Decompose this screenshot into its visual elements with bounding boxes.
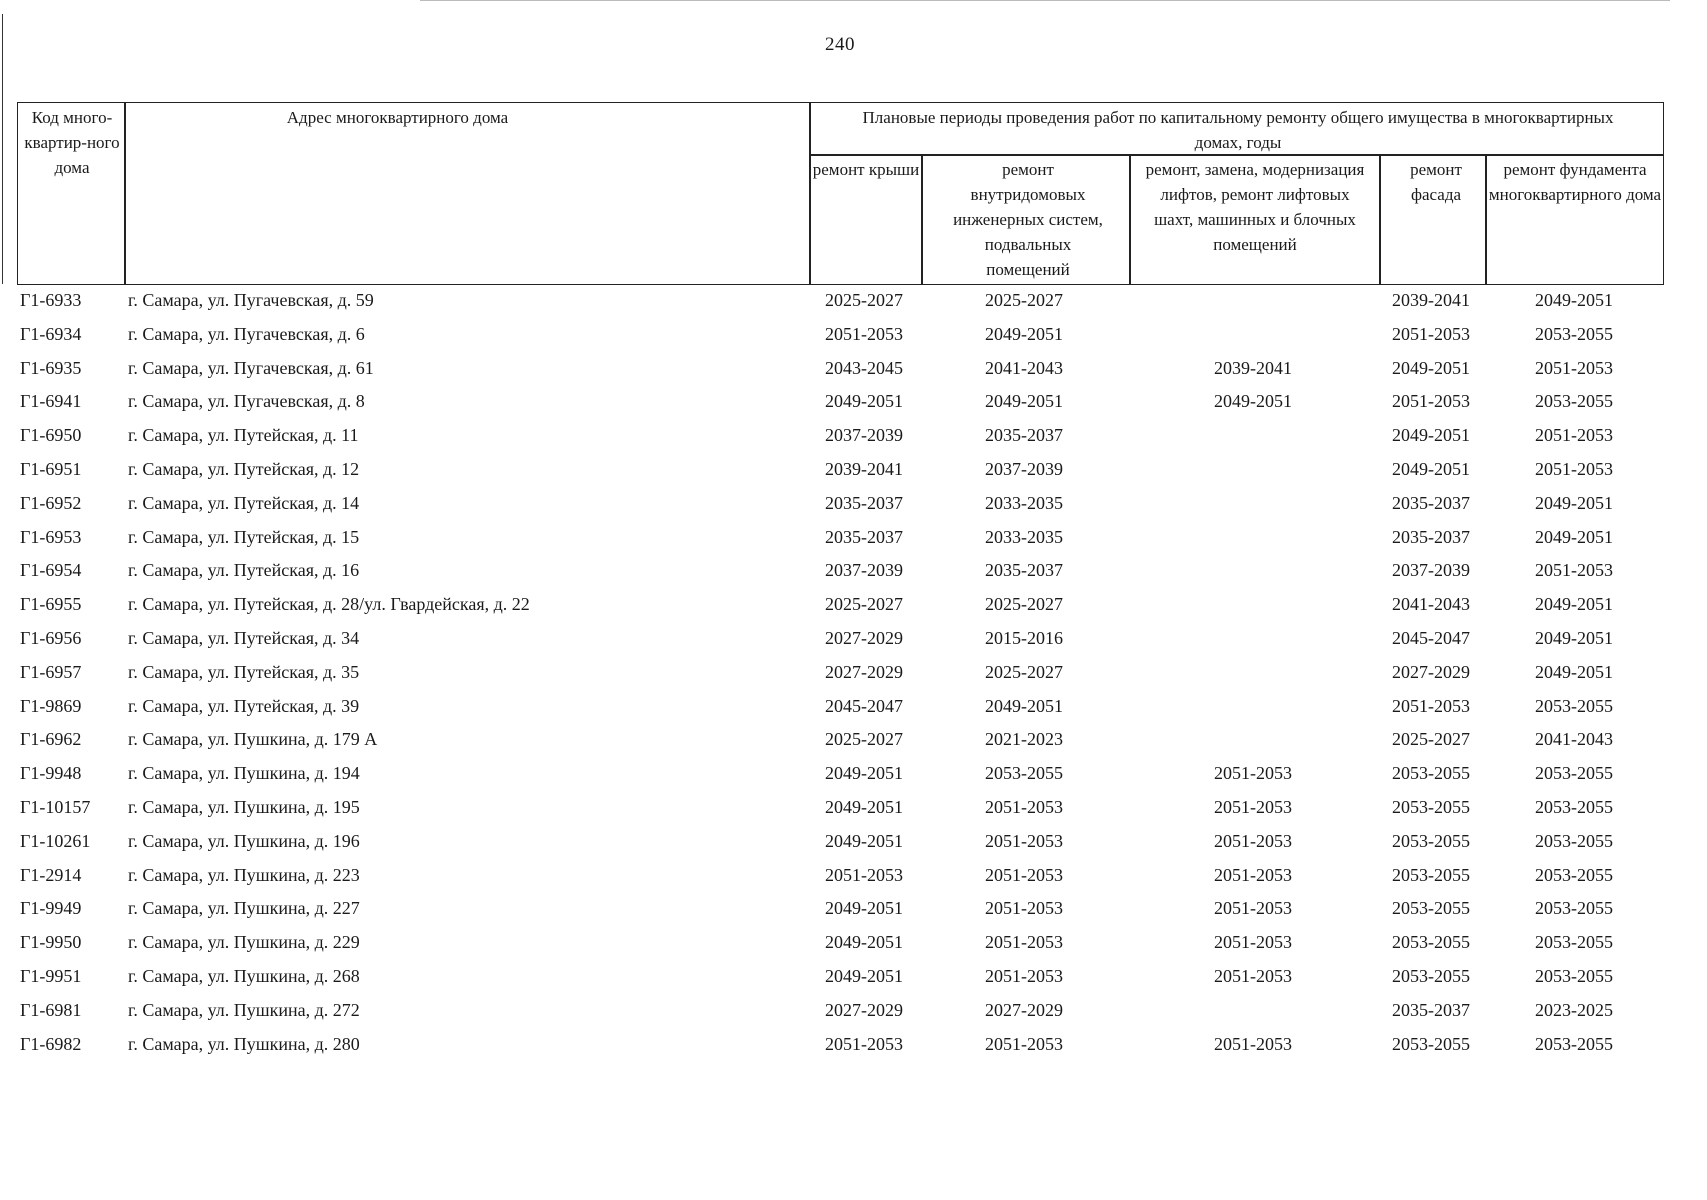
row-engineering: 2037-2039: [985, 459, 1063, 479]
row-facade: 2041-2043: [1392, 594, 1470, 615]
row-address: г. Самара, ул. Пугачевская, д. 6: [128, 323, 365, 344]
row-roof: 2049-2051: [825, 763, 903, 784]
row-engineering: 2049-2051: [985, 323, 1063, 344]
row-roof: 2049-2051: [825, 932, 903, 953]
row-address: г. Самара, ул. Пушкина, д. 280: [128, 1033, 360, 1054]
row-address: г. Самара, ул. Путейская, д. 35: [128, 661, 360, 682]
table-row: [0, 995, 1707, 1028]
row-address: г. Самара, ул. Пугачевская, д. 61: [128, 357, 374, 378]
row-foundation: 2053-2055: [1535, 695, 1613, 716]
header-address: Адрес многоквартирного дома: [286, 108, 509, 127]
row-address: г. Самара, ул. Путейская, д. 34: [128, 628, 360, 648]
row-address: г. Самара, ул. Пушкина, д. 179 А: [128, 729, 378, 750]
row-code: Г1-6933: [20, 290, 82, 310]
row-code: Г1-2914: [20, 864, 82, 885]
header-facade: ремонт фасада: [1410, 160, 1462, 204]
row-foundation: 2049-2051: [1535, 594, 1613, 615]
row-roof: 2049-2051: [825, 898, 903, 919]
row-facade: 2053-2055: [1392, 898, 1470, 919]
row-roof: 2025-2027: [825, 594, 903, 615]
row-lifts: 2039-2041: [1214, 357, 1292, 378]
row-facade: 2053-2055: [1392, 966, 1470, 986]
row-lifts: 2051-2053: [1214, 898, 1292, 919]
row-foundation: 2051-2053: [1535, 357, 1613, 378]
scan-top-edge: [420, 0, 1670, 1]
table-row: [0, 319, 1707, 352]
table-row: [0, 454, 1707, 487]
row-code: Г1-6935: [20, 357, 82, 378]
header-divider: [1379, 154, 1381, 284]
row-address: г. Самара, ул. Путейская, д. 11: [128, 425, 359, 446]
row-engineering: 2049-2051: [985, 391, 1063, 412]
row-roof: 2025-2027: [825, 290, 903, 310]
row-engineering: 2051-2053: [985, 898, 1063, 919]
row-foundation: 2049-2051: [1535, 492, 1613, 513]
row-foundation: 2049-2051: [1535, 290, 1613, 310]
table-row: [0, 961, 1707, 994]
row-engineering: 2025-2027: [985, 661, 1063, 682]
row-code: Г1-10157: [20, 797, 91, 817]
row-engineering: 2035-2037: [985, 425, 1063, 446]
row-code: Г1-9948: [20, 763, 82, 784]
header-roof: ремонт крыши: [812, 160, 920, 179]
row-code: Г1-6957: [20, 661, 82, 682]
row-engineering: 2051-2053: [985, 797, 1063, 817]
row-facade: 2049-2051: [1392, 425, 1470, 446]
row-foundation: 2051-2053: [1535, 560, 1613, 581]
row-lifts: 2049-2051: [1214, 391, 1292, 412]
row-code: Г1-6941: [20, 391, 82, 412]
row-engineering: 2021-2023: [985, 729, 1063, 750]
row-facade: 2051-2053: [1392, 391, 1470, 412]
row-roof: 2037-2039: [825, 425, 903, 446]
row-facade: 2053-2055: [1392, 797, 1470, 817]
row-roof: 2051-2053: [825, 1033, 903, 1054]
row-lifts: 2051-2053: [1214, 763, 1292, 784]
row-foundation: 2023-2025: [1535, 999, 1613, 1020]
row-facade: 2053-2055: [1392, 763, 1470, 784]
table-row: [0, 657, 1707, 690]
table-row: [0, 555, 1707, 588]
row-engineering: 2015-2016: [985, 628, 1063, 648]
row-facade: 2027-2029: [1392, 661, 1470, 682]
row-address: г. Самара, ул. Путейская, д. 14: [128, 492, 360, 513]
row-foundation: 2053-2055: [1535, 323, 1613, 344]
row-facade: 2051-2053: [1392, 323, 1470, 344]
row-address: г. Самара, ул. Пушкина, д. 229: [128, 932, 360, 953]
table-row: [0, 522, 1707, 555]
table-row: [0, 691, 1707, 724]
row-engineering: 2051-2053: [985, 1033, 1063, 1054]
row-foundation: 2053-2055: [1535, 932, 1613, 953]
row-foundation: 2053-2055: [1535, 864, 1613, 885]
table-row: [0, 386, 1707, 419]
row-facade: 2035-2037: [1392, 526, 1470, 547]
row-facade: 2053-2055: [1392, 830, 1470, 851]
row-lifts: 2051-2053: [1214, 797, 1292, 817]
row-foundation: 2049-2051: [1535, 661, 1613, 682]
row-facade: 2035-2037: [1392, 492, 1470, 513]
row-facade: 2053-2055: [1392, 864, 1470, 885]
row-address: г. Самара, ул. Пушкина, д. 194: [128, 763, 360, 784]
header-engineering: ремонт внутридомовых инженерных систем, подвальных помещений: [953, 160, 1103, 279]
row-facade: 2051-2053: [1392, 695, 1470, 716]
header-periods-group: Плановые периоды проведения работ по капитальному ремонту общего имущества в многоквартирных домах, годы: [862, 108, 1614, 152]
row-facade: 2049-2051: [1392, 459, 1470, 479]
row-code: Г1-6956: [20, 628, 82, 648]
table-row: [0, 927, 1707, 960]
row-engineering: 2051-2053: [985, 864, 1063, 885]
row-code: Г1-9949: [20, 898, 82, 919]
row-address: г. Самара, ул. Пушкина, д. 195: [128, 797, 360, 817]
row-engineering: 2041-2043: [985, 357, 1063, 378]
row-roof: 2043-2045: [825, 357, 903, 378]
table-row: [0, 724, 1707, 757]
row-engineering: 2035-2037: [985, 560, 1063, 581]
table-row: [0, 589, 1707, 622]
header-divider: [124, 103, 126, 284]
row-roof: 2049-2051: [825, 830, 903, 851]
row-engineering: 2027-2029: [985, 999, 1063, 1020]
row-engineering: 2053-2055: [985, 763, 1063, 784]
row-address: г. Самара, ул. Пушкина, д. 272: [128, 999, 360, 1020]
row-roof: 2035-2037: [825, 526, 903, 547]
row-facade: 2053-2055: [1392, 932, 1470, 953]
row-code: Г1-6981: [20, 999, 82, 1020]
row-foundation: 2053-2055: [1535, 898, 1613, 919]
row-address: г. Самара, ул. Путейская, д. 12: [128, 459, 360, 479]
row-facade: 2045-2047: [1392, 628, 1470, 648]
row-engineering: 2049-2051: [985, 695, 1063, 716]
header-code: Код много-квартир-ного дома: [24, 108, 120, 177]
row-facade: 2037-2039: [1392, 560, 1470, 581]
header-divider: [1129, 154, 1131, 284]
row-code: Г1-6952: [20, 492, 82, 513]
row-roof: 2049-2051: [825, 797, 903, 817]
row-lifts: 2051-2053: [1214, 864, 1292, 885]
header-divider: [809, 103, 811, 284]
row-engineering: 2051-2053: [985, 830, 1063, 851]
row-engineering: 2051-2053: [985, 932, 1063, 953]
row-roof: 2051-2053: [825, 323, 903, 344]
row-code: Г1-6962: [20, 729, 82, 750]
row-foundation: 2051-2053: [1535, 425, 1613, 446]
header-foundation: ремонт фундамента многоквартирного дома: [1488, 160, 1662, 204]
row-roof: 2051-2053: [825, 864, 903, 885]
row-address: г. Самара, ул. Пушкина, д. 227: [128, 898, 360, 919]
row-engineering: 2051-2053: [985, 966, 1063, 986]
row-foundation: 2053-2055: [1535, 1033, 1613, 1054]
table-row: [0, 860, 1707, 893]
row-lifts: 2051-2053: [1214, 1033, 1292, 1054]
row-roof: 2039-2041: [825, 459, 903, 479]
row-roof: 2037-2039: [825, 560, 903, 581]
row-lifts: 2051-2053: [1214, 966, 1292, 986]
row-foundation: 2049-2051: [1535, 526, 1613, 547]
row-code: Г1-9951: [20, 966, 82, 986]
row-roof: 2027-2029: [825, 661, 903, 682]
row-foundation: 2053-2055: [1535, 391, 1613, 412]
row-roof: 2027-2029: [825, 999, 903, 1020]
row-foundation: 2053-2055: [1535, 966, 1613, 986]
table-row: [0, 623, 1707, 656]
header-divider: [921, 154, 923, 284]
row-foundation: 2049-2051: [1535, 628, 1613, 648]
row-roof: 2049-2051: [825, 391, 903, 412]
row-code: Г1-6954: [20, 560, 82, 581]
row-roof: 2027-2029: [825, 628, 903, 648]
row-code: Г1-6982: [20, 1033, 82, 1054]
row-code: Г1-10261: [20, 830, 91, 851]
row-address: г. Самара, ул. Пушкина, д. 196: [128, 830, 360, 851]
row-roof: 2035-2037: [825, 492, 903, 513]
row-code: Г1-6951: [20, 459, 82, 479]
row-address: г. Самара, ул. Путейская, д. 39: [128, 695, 360, 716]
row-code: Г1-6953: [20, 526, 82, 547]
row-address: г. Самара, ул. Пугачевская, д. 59: [128, 290, 374, 310]
row-lifts: 2051-2053: [1214, 830, 1292, 851]
table-row: [0, 792, 1707, 825]
row-roof: 2045-2047: [825, 695, 903, 716]
table-row: [0, 285, 1707, 318]
row-lifts: 2051-2053: [1214, 932, 1292, 953]
row-facade: 2053-2055: [1392, 1033, 1470, 1054]
row-roof: 2049-2051: [825, 966, 903, 986]
row-facade: 2039-2041: [1392, 290, 1470, 310]
row-facade: 2035-2037: [1392, 999, 1470, 1020]
table-header: [17, 102, 1664, 285]
table-row: [0, 893, 1707, 926]
row-facade: 2025-2027: [1392, 729, 1470, 750]
row-foundation: 2053-2055: [1535, 797, 1613, 817]
row-code: Г1-6934: [20, 323, 82, 344]
row-address: г. Самара, ул. Пушкина, д. 268: [128, 966, 360, 986]
row-facade: 2049-2051: [1392, 357, 1470, 378]
row-address: г. Самара, ул. Пугачевская, д. 8: [128, 391, 365, 412]
row-address: г. Самара, ул. Пушкина, д. 223: [128, 864, 360, 885]
table-row: [0, 420, 1707, 453]
row-address: г. Самара, ул. Путейская, д. 15: [128, 526, 360, 547]
table-row: [0, 758, 1707, 791]
row-roof: 2025-2027: [825, 729, 903, 750]
table-row: [0, 488, 1707, 521]
row-foundation: 2053-2055: [1535, 763, 1613, 784]
row-engineering: 2033-2035: [985, 492, 1063, 513]
table-row: [0, 353, 1707, 386]
row-address: г. Самара, ул. Путейская, д. 28/ул. Гвардейская, д. 22: [128, 594, 530, 615]
row-engineering: 2025-2027: [985, 290, 1063, 310]
table-row: [0, 826, 1707, 859]
row-code: Г1-6950: [20, 425, 82, 446]
header-lifts: ремонт, замена, модернизация лифтов, ремонт лифтовых шахт, машинных и блочных помещений: [1145, 160, 1365, 254]
row-code: Г1-9869: [20, 695, 82, 716]
row-foundation: 2053-2055: [1535, 830, 1613, 851]
row-code: Г1-9950: [20, 932, 82, 953]
row-foundation: 2051-2053: [1535, 459, 1613, 479]
row-address: г. Самара, ул. Путейская, д. 16: [128, 560, 360, 581]
row-engineering: 2033-2035: [985, 526, 1063, 547]
page-number: 240: [825, 34, 855, 55]
row-code: Г1-6955: [20, 594, 82, 615]
table-row: [0, 1029, 1707, 1062]
row-engineering: 2025-2027: [985, 594, 1063, 615]
row-foundation: 2041-2043: [1535, 729, 1613, 750]
